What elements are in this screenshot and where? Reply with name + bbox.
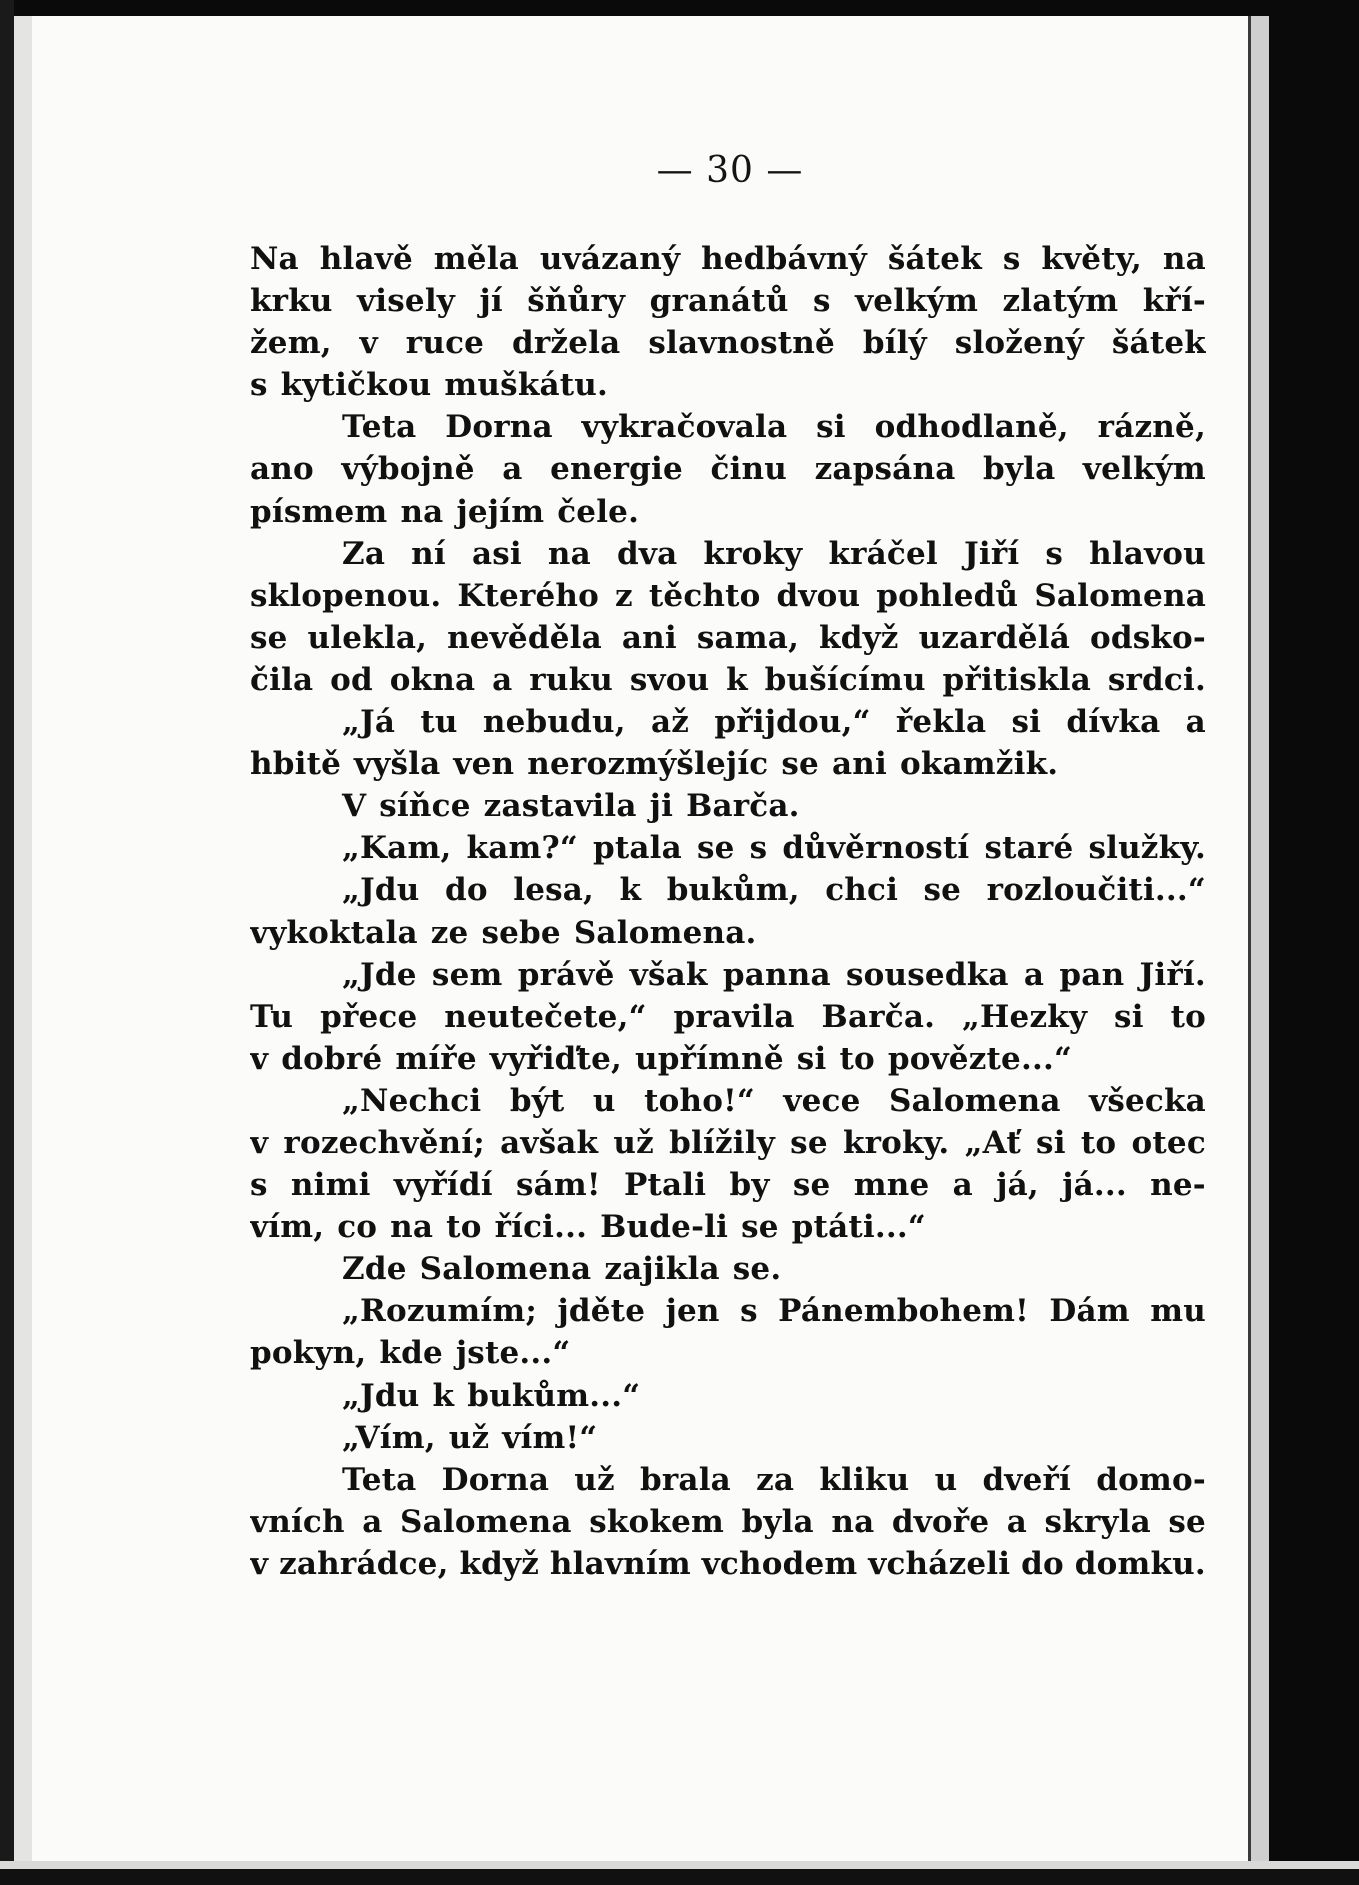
- word: a: [1023, 956, 1045, 993]
- word: se: [250, 619, 288, 656]
- word: ji: [649, 788, 674, 825]
- word: ruku: [529, 661, 613, 698]
- word: pokyn,: [250, 1335, 367, 1372]
- word: šátek: [887, 241, 982, 277]
- scan-edge-top: [0, 0, 1359, 16]
- word: květy,: [1041, 241, 1142, 277]
- word: Salomena: [1034, 577, 1206, 614]
- word: jste...“: [455, 1335, 571, 1372]
- word: bukům,: [666, 872, 800, 909]
- word: sama,: [696, 619, 800, 656]
- word: s: [1002, 241, 1021, 277]
- word: vcházeli: [868, 1545, 1011, 1582]
- word: Dorna: [441, 1461, 550, 1498]
- word: vních: [250, 1503, 345, 1540]
- word: zapsána: [814, 451, 956, 488]
- word: vím,: [250, 1209, 325, 1246]
- word: řekla: [895, 704, 987, 741]
- word: z: [615, 577, 633, 614]
- word: visely: [357, 283, 456, 320]
- word: u: [592, 1082, 616, 1119]
- text-line: [250, 1501, 1206, 1543]
- word: se: [1168, 1503, 1206, 1540]
- word: k: [432, 1377, 455, 1414]
- word: s: [812, 283, 831, 320]
- word: muškátu.: [444, 367, 609, 404]
- word: nebudu,: [482, 704, 626, 741]
- word: mne: [853, 1167, 930, 1204]
- word: Salomena: [419, 1251, 592, 1288]
- word: s: [749, 830, 768, 867]
- word: „Nechci: [342, 1082, 482, 1119]
- word: na: [400, 493, 444, 530]
- word: skokem: [589, 1503, 724, 1540]
- word: povězte...“: [887, 1040, 1072, 1077]
- word: hlavě: [319, 241, 413, 277]
- word: s: [250, 1167, 268, 1204]
- word: všecka: [1089, 1082, 1206, 1119]
- text-line: [250, 491, 1206, 533]
- word: brala: [640, 1461, 731, 1498]
- word: velkým: [855, 283, 979, 320]
- word: okna: [389, 661, 476, 698]
- word: u: [934, 1461, 958, 1498]
- word: ne-: [1150, 1167, 1206, 1204]
- word: „Ať: [964, 1124, 1021, 1161]
- word: však: [629, 956, 708, 993]
- word: vyřídí: [393, 1167, 493, 1204]
- word: Na: [250, 241, 299, 277]
- word: za: [756, 1461, 795, 1498]
- word: už: [613, 1124, 654, 1161]
- word: se: [790, 1124, 828, 1161]
- word: Za: [342, 535, 386, 572]
- word: upřímně: [635, 1040, 784, 1077]
- word: se: [923, 872, 962, 909]
- text-line: [250, 280, 1206, 322]
- word: a: [1185, 704, 1206, 741]
- word: chci: [825, 872, 899, 909]
- word: Dorna: [445, 409, 553, 446]
- page-number: — 30 —: [656, 150, 804, 191]
- word: Teta: [342, 1461, 417, 1498]
- word: hedbávný: [701, 241, 867, 277]
- word: na: [547, 535, 591, 572]
- word: kří-: [1142, 283, 1206, 320]
- word: lesa,: [513, 872, 595, 909]
- word: kytičkou: [280, 367, 432, 404]
- text-line: [250, 785, 1206, 827]
- word: a: [502, 451, 523, 488]
- word: sklopenou.: [250, 577, 442, 614]
- word: když: [819, 619, 899, 656]
- word: už: [448, 1419, 490, 1456]
- word: říci...: [494, 1209, 588, 1246]
- word: zajikla: [604, 1251, 720, 1288]
- word: si: [796, 1040, 827, 1077]
- word: si: [1011, 704, 1042, 741]
- word: dva: [616, 535, 678, 572]
- word: jí: [479, 283, 503, 320]
- word: sousedka: [846, 956, 1009, 993]
- word: vyšla: [354, 746, 441, 783]
- word: přijdou,“: [714, 704, 871, 741]
- word: kroky.: [842, 1124, 950, 1161]
- word: toho!“: [644, 1082, 755, 1119]
- word: vchodem: [701, 1545, 858, 1582]
- word: Salomena.: [573, 914, 757, 951]
- word: hbitě: [250, 746, 342, 783]
- word: uzardělá: [918, 619, 1070, 656]
- word: být: [509, 1082, 565, 1119]
- text-line: [250, 617, 1206, 659]
- text-line: [250, 912, 1206, 954]
- text-line: [250, 322, 1206, 364]
- word: ruce: [405, 325, 485, 362]
- word: nimi: [290, 1167, 371, 1204]
- word: tu: [420, 704, 458, 741]
- word: odsko-: [1089, 619, 1206, 656]
- word: služky.: [1088, 830, 1206, 867]
- word: čele.: [557, 493, 640, 530]
- text-line: [250, 575, 1206, 617]
- word: přitiskla: [942, 661, 1092, 698]
- word: sem: [431, 956, 503, 993]
- word: Kterého: [457, 577, 600, 614]
- word: vykračovala: [581, 409, 788, 446]
- word: se: [696, 830, 735, 867]
- text-line: [250, 701, 1206, 743]
- word: když: [459, 1545, 540, 1582]
- word: rozechvění;: [283, 1124, 485, 1161]
- word: v: [250, 1040, 269, 1077]
- body-text: [250, 238, 1206, 1585]
- word: „Jdu: [342, 872, 420, 909]
- word: ani: [831, 746, 887, 783]
- word: kroky: [703, 535, 803, 572]
- word: V: [342, 788, 367, 825]
- word: neutečete,“: [444, 998, 647, 1035]
- word: Jiří.: [1139, 956, 1206, 993]
- text-line: [250, 1122, 1206, 1164]
- text-line: [250, 1290, 1206, 1332]
- word: ze: [430, 914, 469, 951]
- word: okamžik.: [899, 746, 1059, 783]
- word: s: [740, 1293, 758, 1330]
- word: panna: [722, 956, 831, 993]
- word: sebe: [481, 914, 561, 951]
- word: a: [492, 661, 513, 698]
- word: skryla: [1044, 1503, 1151, 1540]
- word: hlavním: [549, 1545, 691, 1582]
- word: se: [781, 746, 819, 783]
- word: v: [250, 1545, 269, 1582]
- word: Pánembohem!: [778, 1293, 1029, 1330]
- word: nevěděla: [447, 619, 602, 656]
- word: kde: [379, 1335, 443, 1372]
- word: dvou: [776, 577, 861, 614]
- text-line: [250, 1543, 1206, 1585]
- word: blížily: [669, 1124, 775, 1161]
- word: uvázaný: [539, 241, 681, 277]
- word: kam?“: [466, 830, 578, 867]
- word: já,: [996, 1167, 1039, 1204]
- word: kráčel: [828, 535, 938, 572]
- text-line: [250, 659, 1206, 701]
- word: velkým: [1082, 451, 1206, 488]
- word: na: [831, 1503, 875, 1540]
- word: jděte: [557, 1293, 646, 1330]
- word: držela: [512, 325, 621, 362]
- word: krku: [250, 283, 333, 320]
- text-line: [250, 448, 1206, 490]
- word: Zde: [342, 1251, 407, 1288]
- word: ano: [250, 451, 314, 488]
- word: Ptali: [623, 1167, 707, 1204]
- word: si: [1114, 998, 1144, 1035]
- word: zastavila: [483, 788, 637, 825]
- word: svou: [629, 661, 710, 698]
- text-line: [250, 1248, 1206, 1290]
- word: „Jde: [342, 956, 417, 993]
- word: „Kam,: [342, 830, 452, 867]
- text-line: [250, 996, 1206, 1038]
- word: rozloučiti...“: [986, 872, 1206, 909]
- text-line: [250, 533, 1206, 575]
- word: až: [651, 704, 690, 741]
- word: domku.: [1074, 1545, 1206, 1582]
- word: Salomena: [888, 1082, 1061, 1119]
- word: jejím: [456, 493, 545, 530]
- word: od: [330, 661, 373, 698]
- word: Teta: [342, 409, 417, 446]
- word: „Hezky: [962, 998, 1088, 1035]
- scan-edge-left-shadow: [14, 16, 32, 1885]
- word: a: [362, 1503, 383, 1540]
- word: dvoře: [891, 1503, 990, 1540]
- word: ní: [411, 535, 446, 572]
- word: v: [250, 1124, 269, 1161]
- word: ptáti...“: [791, 1209, 926, 1246]
- word: důvěrností: [782, 830, 970, 867]
- text-line: [250, 743, 1206, 785]
- text-line: [250, 827, 1206, 869]
- word: do: [1021, 1545, 1064, 1582]
- word: s: [250, 367, 268, 404]
- word: to: [839, 1040, 875, 1077]
- word: hlavou: [1089, 535, 1206, 572]
- word: síňce: [379, 788, 471, 825]
- word: zahrádce,: [279, 1545, 449, 1582]
- word: asi: [471, 535, 522, 572]
- scan-edge-right-shadow: [1251, 16, 1269, 1885]
- word: právě: [517, 956, 615, 993]
- word: bukům...“: [467, 1377, 641, 1414]
- text-line: [250, 1459, 1206, 1501]
- word: písmem: [250, 493, 388, 530]
- scan-edge-right-line: [1248, 16, 1251, 1885]
- text-line: [250, 238, 1206, 280]
- word: žem,: [250, 325, 332, 362]
- text-line: [250, 364, 1206, 406]
- word: šňůry: [527, 283, 626, 320]
- word: složený: [954, 325, 1084, 362]
- word: to: [446, 1209, 482, 1246]
- word: „Vím,: [342, 1419, 436, 1456]
- word: si: [816, 409, 846, 446]
- word: byla: [741, 1503, 814, 1540]
- word: by: [729, 1167, 770, 1204]
- word: činu: [710, 451, 788, 488]
- word: výbojně: [341, 451, 475, 488]
- word: to: [1080, 1124, 1117, 1161]
- word: na: [390, 1209, 434, 1246]
- word: si: [1036, 1124, 1066, 1161]
- word: vykoktala: [250, 914, 418, 951]
- word: na: [1162, 241, 1206, 277]
- text-line: [250, 1375, 1206, 1417]
- word: otec: [1131, 1124, 1206, 1161]
- word: čila: [250, 661, 314, 698]
- text-line: [250, 1038, 1206, 1080]
- word: měla: [433, 241, 519, 277]
- word: k: [619, 872, 642, 909]
- word: granátů: [649, 283, 789, 320]
- word: „Rozumím;: [342, 1293, 538, 1330]
- word: s: [1045, 535, 1064, 572]
- word: těchto: [648, 577, 761, 614]
- word: se.: [732, 1251, 782, 1288]
- text-line: [250, 954, 1206, 996]
- word: co: [337, 1209, 378, 1246]
- word: do: [444, 872, 488, 909]
- text-line: [250, 1417, 1206, 1459]
- word: kliku: [819, 1461, 910, 1498]
- word: dobré: [281, 1040, 383, 1077]
- word: staré: [984, 830, 1074, 867]
- scan-edge-bottom-shadow: [0, 1861, 1359, 1869]
- word: se: [741, 1209, 779, 1246]
- word: avšak: [500, 1124, 599, 1161]
- word: Jiří: [963, 535, 1020, 572]
- text-line: [250, 869, 1206, 911]
- word: vece: [783, 1082, 861, 1119]
- text-line: [250, 406, 1206, 448]
- word: pohledů: [876, 577, 1019, 614]
- word: Dám: [1049, 1293, 1130, 1330]
- word: pan: [1059, 956, 1125, 993]
- text-line: [250, 1332, 1206, 1374]
- word: už: [574, 1461, 615, 1498]
- word: „Já: [342, 704, 396, 741]
- word: ulekla,: [307, 619, 428, 656]
- word: míře: [395, 1040, 477, 1077]
- word: bušícímu: [764, 661, 926, 698]
- word: rázně,: [1097, 409, 1206, 446]
- word: ptala: [592, 830, 682, 867]
- word: Barča.: [686, 788, 800, 825]
- word: já...: [1062, 1167, 1127, 1204]
- word: a: [952, 1167, 973, 1204]
- text-line: [250, 1206, 1206, 1248]
- word: to: [1170, 998, 1206, 1035]
- word: bílý: [862, 325, 927, 362]
- word: ven: [453, 746, 515, 783]
- word: srdci.: [1107, 661, 1206, 698]
- word: domo-: [1096, 1461, 1206, 1498]
- word: slavnostně: [648, 325, 835, 362]
- word: šátek: [1111, 325, 1206, 362]
- word: „Jdu: [342, 1377, 420, 1414]
- word: Tu: [250, 998, 294, 1035]
- word: Bude-li: [600, 1209, 729, 1246]
- word: ani: [621, 619, 677, 656]
- word: pravila: [673, 998, 795, 1035]
- scan-edge-left: [0, 0, 14, 1885]
- word: energie: [550, 451, 683, 488]
- word: dívka: [1066, 704, 1161, 741]
- scan-edge-bottom: [0, 1869, 1359, 1885]
- word: přece: [320, 998, 418, 1035]
- word: sám!: [515, 1167, 601, 1204]
- word: nerozmýšlejíc: [527, 746, 769, 783]
- word: k: [726, 661, 748, 698]
- text-line: [250, 1164, 1206, 1206]
- word: byla: [983, 451, 1056, 488]
- word: v: [359, 325, 378, 362]
- word: a: [1006, 1503, 1028, 1540]
- word: dveří: [982, 1461, 1072, 1498]
- word: Salomena: [400, 1503, 572, 1540]
- word: Barča.: [821, 998, 936, 1035]
- word: se: [792, 1167, 831, 1204]
- word: mu: [1150, 1293, 1206, 1330]
- word: jen: [665, 1293, 720, 1330]
- word: odhodlaně,: [874, 409, 1069, 446]
- text-line: [250, 1080, 1206, 1122]
- scan-edge-right: [1269, 0, 1359, 1885]
- word: vím!“: [502, 1419, 598, 1456]
- word: zlatým: [1002, 283, 1119, 320]
- word: vyřiďte,: [489, 1040, 622, 1077]
